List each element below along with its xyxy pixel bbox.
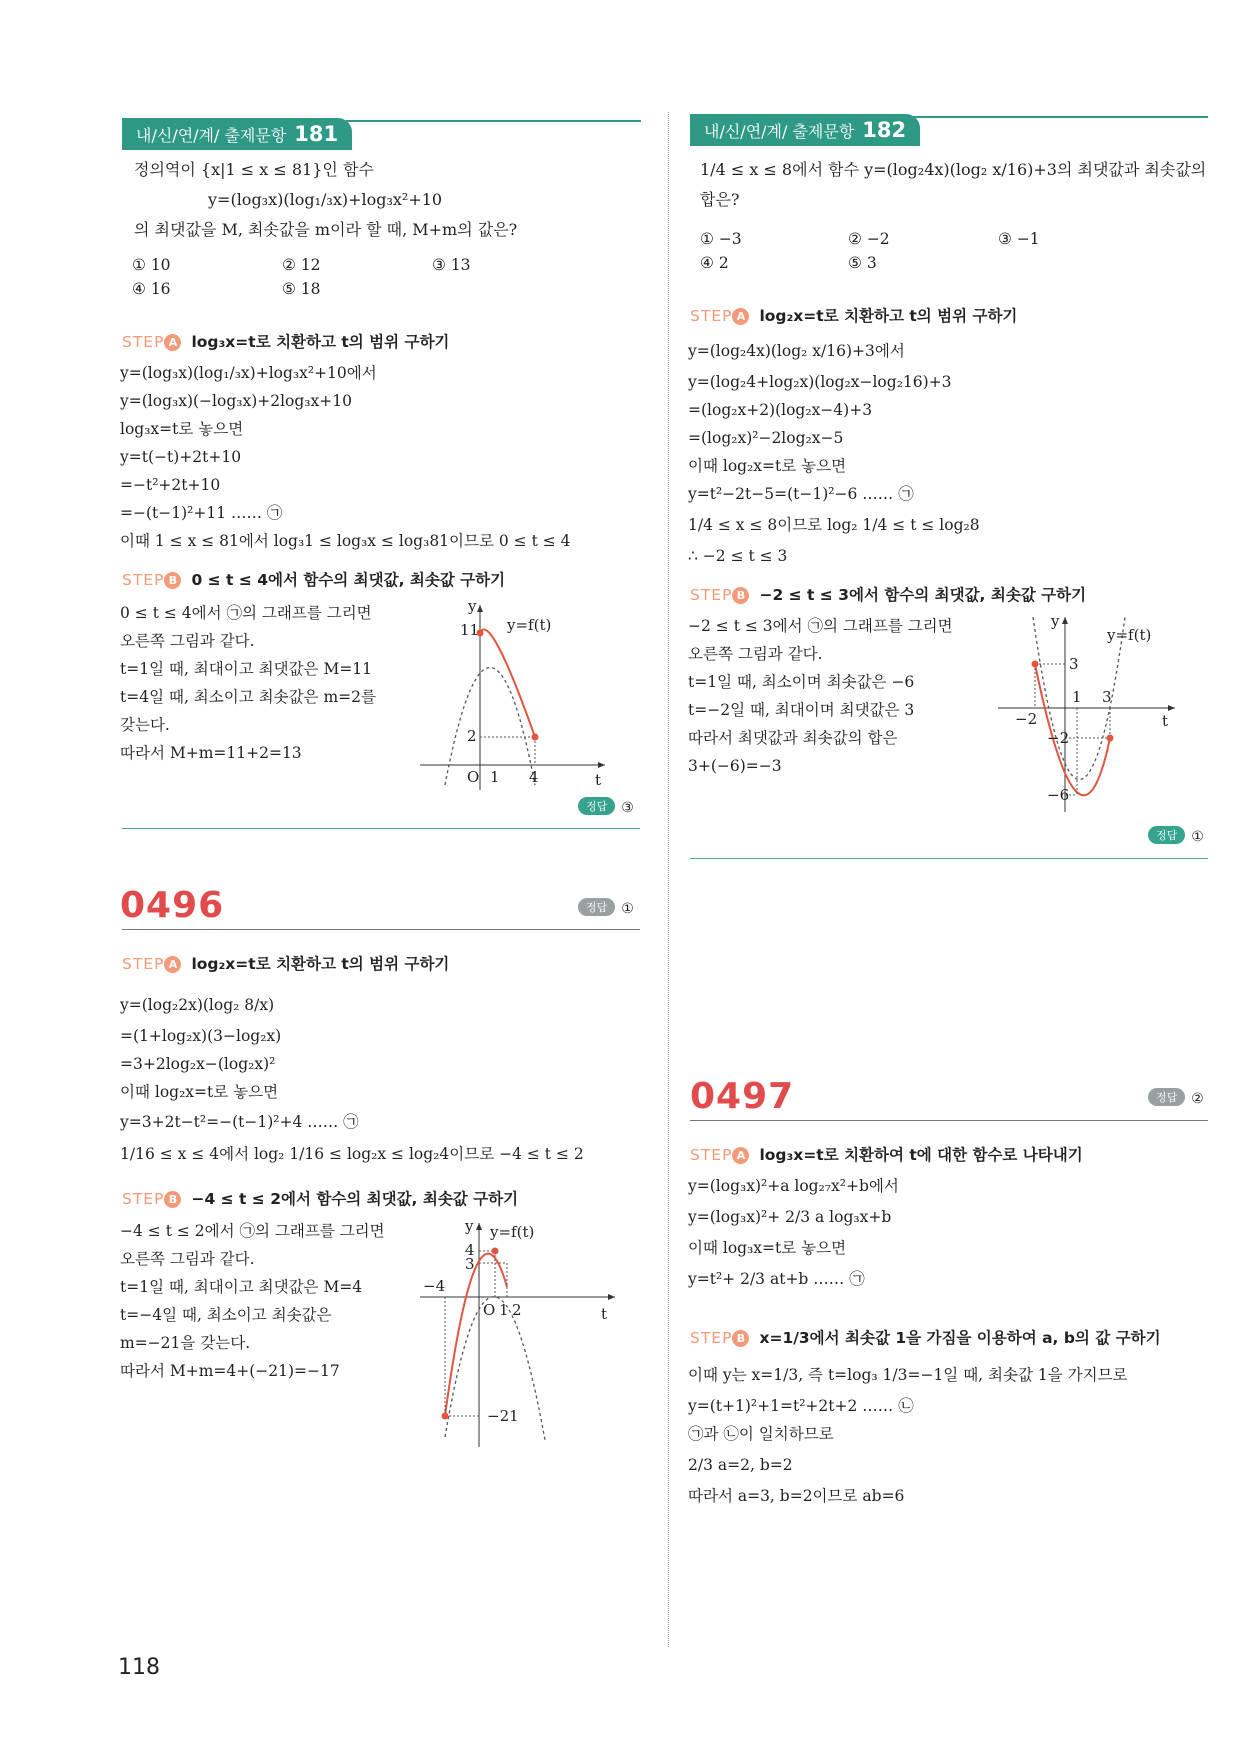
solution-line: −2 ≤ t ≤ 3에서 ㉠의 그래프를 그리면 bbox=[688, 617, 953, 635]
origin-label: O bbox=[483, 1301, 496, 1319]
y-axis-arrow bbox=[477, 605, 483, 612]
solution-line: 1/4 ≤ x ≤ 8이므로 log₂ 1/4 ≤ t ≤ log₂8 bbox=[688, 516, 980, 534]
step-b-heading bbox=[122, 568, 505, 590]
solution-line: t=1일 때, 최소이며 최솟값은 −6 bbox=[688, 673, 915, 691]
step-badge: B bbox=[164, 572, 181, 589]
solution-line: 따라서 M+m=11+2=13 bbox=[120, 744, 302, 762]
solution-line: 따라서 M+m=4+(−21)=−17 bbox=[120, 1362, 340, 1380]
step-a-heading bbox=[690, 1143, 1083, 1165]
solution-line: y=(t+1)²+1=t²+2t+2 …… ㉡ bbox=[688, 1397, 914, 1415]
y-min-label: 2 bbox=[467, 727, 477, 745]
answer-label: 정답 bbox=[1148, 826, 1185, 844]
page-number: 118 bbox=[118, 1655, 160, 1680]
step-a-body bbox=[688, 1172, 899, 1296]
solution-line: =(log₂x)²−2log₂x−5 bbox=[688, 429, 844, 447]
end-point bbox=[1107, 735, 1114, 742]
curve-segment bbox=[480, 629, 535, 737]
solution-line: 오른쪽 그림과 같다. bbox=[688, 645, 823, 663]
solution-line: y=3+2t−t²=−(t−1)²+4 …… ㉠ bbox=[120, 1113, 359, 1131]
t-tick-1: 1 bbox=[1072, 688, 1082, 706]
t-label: t bbox=[601, 1305, 608, 1323]
answer-value: ① bbox=[1191, 829, 1204, 845]
step-label: STEP bbox=[690, 586, 733, 604]
step-a-heading bbox=[122, 330, 449, 352]
solution-line: 이때 y는 x=1/3, 즉 t=log₃ 1/3=−1일 때, 최솟값 1을 가지므로 bbox=[688, 1366, 1128, 1384]
answer-label: 정답 bbox=[578, 797, 615, 815]
section-rule bbox=[690, 858, 1208, 859]
choice-5: ⑤ 3 bbox=[848, 254, 877, 272]
solution-line: 이때 1 ≤ x ≤ 81에서 log₃1 ≤ log₃x ≤ log₃81이므로 0 ≤ t ≤ 4 bbox=[120, 532, 571, 550]
graph-0496 bbox=[415, 1215, 625, 1455]
y-m21-label: −21 bbox=[487, 1407, 519, 1425]
banner-181 bbox=[122, 118, 352, 150]
solution-line: 이때 log₃x=t로 놓으면 bbox=[688, 1239, 847, 1257]
problem-number-0497: 0497 bbox=[690, 1076, 795, 1117]
answer-181 bbox=[578, 797, 634, 816]
solution-line: =(log₂x+2)(log₂x−4)+3 bbox=[688, 401, 873, 419]
step-label: STEP bbox=[690, 1146, 733, 1164]
solution-line: y=(log₃x)²+ 2/3 a log₃x+b bbox=[688, 1208, 892, 1226]
solution-line: 따라서 a=3, b=2이므로 ab=6 bbox=[688, 1487, 905, 1505]
step-label: STEP bbox=[690, 1329, 733, 1347]
graph-182 bbox=[995, 612, 1195, 822]
column-divider bbox=[668, 112, 669, 1647]
step-title: log₃x=t로 치환하여 t에 대한 함수로 나타내기 bbox=[759, 1146, 1083, 1164]
t-tick-2: 2 bbox=[512, 1301, 522, 1319]
func-label: y=f(t) bbox=[507, 616, 552, 634]
t-axis-arrow bbox=[1168, 705, 1175, 711]
step-b-body bbox=[688, 612, 953, 780]
choice-4: ④ 2 bbox=[700, 254, 729, 272]
solution-line: 이때 log₂x=t로 놓으면 bbox=[688, 457, 847, 475]
solution-line: =(1+log₂x)(3−log₂x) bbox=[120, 1027, 282, 1045]
answer-182 bbox=[1148, 826, 1204, 845]
step-b-body bbox=[120, 1217, 385, 1385]
t-label: t bbox=[1162, 712, 1169, 730]
solution-line: 1/16 ≤ x ≤ 4에서 log₂ 1/16 ≤ log₂x ≤ log₂4이므로 −4 ≤ t ≤ 2 bbox=[120, 1145, 584, 1163]
section-rule bbox=[122, 929, 640, 930]
step-title: −2 ≤ t ≤ 3에서 함수의 최댓값, 최솟값 구하기 bbox=[759, 586, 1087, 604]
section-rule bbox=[122, 828, 640, 829]
solution-line: ㉠과 ㉡이 일치하므로 bbox=[688, 1425, 834, 1443]
t-tick-4: 4 bbox=[529, 768, 539, 786]
solution-line: t=−2일 때, 최대이며 최댓값은 3 bbox=[688, 701, 915, 719]
solution-line: t=−4일 때, 최소이고 최솟값은 bbox=[120, 1306, 332, 1324]
problem-number-0496: 0496 bbox=[120, 885, 225, 926]
answer-0496 bbox=[578, 898, 634, 917]
step-badge: B bbox=[732, 1330, 749, 1347]
solution-line: 따라서 최댓값과 최솟값의 합은 bbox=[688, 729, 898, 747]
step-title: log₂x=t로 치환하고 t의 범위 구하기 bbox=[759, 307, 1018, 325]
answer-value: ③ bbox=[621, 800, 634, 816]
solution-line: y=(log₂2x)(log₂ 8/x) bbox=[120, 996, 275, 1014]
solution-line: log₃x=t로 놓으면 bbox=[120, 420, 244, 438]
solution-line: y=(log₂4+log₂x)(log₂x−log₂16)+3 bbox=[688, 373, 952, 391]
solution-line: y=t(−t)+2t+10 bbox=[120, 448, 242, 466]
solution-line: y=t²−2t−5=(t−1)²−6 …… ㉠ bbox=[688, 485, 914, 503]
solution-line: =−(t−1)²+11 …… ㉠ bbox=[120, 504, 283, 522]
step-b-body bbox=[120, 599, 376, 767]
choice-2: ② 12 bbox=[282, 256, 321, 274]
question-181 bbox=[134, 155, 517, 245]
banner-182 bbox=[690, 114, 920, 146]
choices-182 bbox=[700, 230, 1200, 280]
answer-value: ② bbox=[1191, 1091, 1204, 1107]
step-a-body bbox=[688, 334, 980, 570]
step-title: 0 ≤ t ≤ 4에서 함수의 최댓값, 최솟값 구하기 bbox=[191, 571, 506, 589]
choice-1: ① 10 bbox=[132, 256, 171, 274]
solution-line: 오른쪽 그림과 같다. bbox=[120, 1250, 255, 1268]
t-tick-m2: −2 bbox=[1015, 710, 1038, 728]
choice-3: ③ −1 bbox=[998, 230, 1040, 248]
solution-line: y=(log₃x)(log₁/₃x)+log₃x²+10에서 bbox=[120, 364, 377, 382]
step-badge: A bbox=[164, 956, 181, 973]
banner-number: 181 bbox=[294, 122, 339, 146]
choice-1: ① −3 bbox=[700, 230, 742, 248]
t-axis-arrow bbox=[608, 1294, 615, 1300]
step-badge: A bbox=[164, 334, 181, 351]
max-point bbox=[1032, 661, 1039, 668]
t-axis-arrow bbox=[598, 762, 605, 768]
y-m6-label: −6 bbox=[1047, 786, 1070, 804]
step-a-heading bbox=[690, 304, 1017, 326]
banner-number: 182 bbox=[862, 118, 907, 142]
step-a-body bbox=[120, 988, 584, 1170]
solution-line: 오른쪽 그림과 같다. bbox=[120, 632, 255, 650]
y-label: y bbox=[1051, 612, 1060, 630]
step-badge: A bbox=[732, 1147, 749, 1164]
y-3-label: 3 bbox=[465, 1255, 475, 1273]
y-label: y bbox=[465, 1217, 474, 1235]
banner-label: 내/신/연/계/ 출제문항 bbox=[704, 122, 855, 141]
question-line: 합은? bbox=[700, 190, 740, 209]
solution-line: t=1일 때, 최대이고 최댓값은 M=4 bbox=[120, 1278, 363, 1296]
y-axis-arrow bbox=[1062, 617, 1068, 624]
choice-4: ④ 16 bbox=[132, 280, 171, 298]
banner-line bbox=[346, 120, 641, 122]
solution-line: 갖는다. bbox=[120, 716, 170, 734]
t-tick-1: 1 bbox=[490, 768, 500, 786]
y-axis-arrow bbox=[476, 1223, 482, 1230]
step-a-body bbox=[120, 359, 571, 555]
y-3-label: 3 bbox=[1069, 655, 1079, 673]
solution-line: =−t²+2t+10 bbox=[120, 476, 221, 494]
func-label: y=f(t) bbox=[490, 1223, 535, 1241]
y-label: y bbox=[468, 597, 477, 615]
curve-segment bbox=[445, 1254, 507, 1416]
answer-label: 정답 bbox=[1148, 1088, 1185, 1106]
step-label: STEP bbox=[122, 1190, 165, 1208]
t-tick-1: 1 bbox=[499, 1301, 509, 1319]
solution-line: y=(log₃x)(−log₃x)+2log₃x+10 bbox=[120, 392, 352, 410]
solution-line: 2/3 a=2, b=2 bbox=[688, 1456, 793, 1474]
solution-line: y=t²+ 2/3 at+b …… ㉠ bbox=[688, 1270, 865, 1288]
y-max-label: 11 bbox=[460, 621, 480, 639]
question-line: 정의역이 {x|1 ≤ x ≤ 81}인 함수 bbox=[134, 160, 374, 179]
y-m2-label: −2 bbox=[1047, 729, 1070, 747]
solution-line: −4 ≤ t ≤ 2에서 ㉠의 그래프를 그리면 bbox=[120, 1222, 385, 1240]
step-label: STEP bbox=[122, 955, 165, 973]
solution-line: m=−21을 갖는다. bbox=[120, 1334, 251, 1352]
section-rule bbox=[690, 1120, 1208, 1121]
solution-line: ∴ −2 ≤ t ≤ 3 bbox=[688, 547, 788, 565]
func-label: y=f(t) bbox=[1107, 626, 1152, 644]
answer-value: ① bbox=[621, 901, 634, 917]
step-label: STEP bbox=[690, 307, 733, 325]
min-point bbox=[442, 1413, 449, 1420]
choices-181 bbox=[132, 256, 592, 306]
solution-line: 3+(−6)=−3 bbox=[688, 757, 782, 775]
question-line: y=(log₃x)(log₁/₃x)+log₃x²+10 bbox=[208, 190, 443, 209]
choice-2: ② −2 bbox=[848, 230, 890, 248]
solution-line: t=4일 때, 최소이고 최솟값은 m=2를 bbox=[120, 688, 376, 706]
solution-line: y=(log₂4x)(log₂ x/16)+3에서 bbox=[688, 342, 905, 360]
question-line: 1/4 ≤ x ≤ 8에서 함수 y=(log₂4x)(log₂ x/16)+3의 최댓값과 최솟값의 bbox=[700, 160, 1207, 179]
choice-3: ③ 13 bbox=[432, 256, 471, 274]
solution-line: =3+2log₂x−(log₂x)² bbox=[120, 1055, 276, 1073]
y-4-label: 4 bbox=[465, 1241, 475, 1259]
t-label: t bbox=[595, 771, 602, 789]
graph-181 bbox=[415, 595, 615, 795]
solution-line: y=(log₃x)²+a log₂₇x²+b에서 bbox=[688, 1177, 899, 1195]
step-b-body bbox=[688, 1358, 1128, 1510]
step-title: −4 ≤ t ≤ 2에서 함수의 최댓값, 최솟값 구하기 bbox=[191, 1190, 519, 1208]
step-badge: B bbox=[732, 587, 749, 604]
step-title: x=1/3에서 최솟값 1을 가짐을 이용하여 a, b의 값 구하기 bbox=[759, 1329, 1161, 1347]
step-badge: B bbox=[164, 1191, 181, 1208]
answer-label: 정답 bbox=[578, 898, 615, 916]
solution-line: 0 ≤ t ≤ 4에서 ㉠의 그래프를 그리면 bbox=[120, 604, 372, 622]
origin-label: O bbox=[467, 768, 480, 786]
min-point bbox=[532, 734, 539, 741]
max-point bbox=[492, 1248, 499, 1255]
t-tick-3: 3 bbox=[1102, 688, 1112, 706]
t-tick-m4: −4 bbox=[423, 1277, 446, 1295]
step-label: STEP bbox=[122, 571, 165, 589]
step-label: STEP bbox=[122, 333, 165, 351]
step-badge: A bbox=[732, 308, 749, 325]
step-b-heading bbox=[122, 1187, 518, 1209]
step-title: log₂x=t로 치환하고 t의 범위 구하기 bbox=[191, 955, 450, 973]
step-a-heading bbox=[122, 952, 449, 974]
choice-5: ⑤ 18 bbox=[282, 280, 321, 298]
step-title: log₃x=t로 치환하고 t의 범위 구하기 bbox=[191, 333, 450, 351]
solution-line: 이때 log₂x=t로 놓으면 bbox=[120, 1083, 279, 1101]
answer-0497 bbox=[1148, 1088, 1204, 1107]
solution-line: t=1일 때, 최대이고 최댓값은 M=11 bbox=[120, 660, 373, 678]
banner-label: 내/신/연/계/ 출제문항 bbox=[136, 126, 287, 145]
step-b-heading bbox=[690, 1326, 1161, 1348]
question-182 bbox=[700, 155, 1206, 215]
step-b-heading bbox=[690, 583, 1086, 605]
banner-line bbox=[912, 116, 1208, 118]
question-line: 의 최댓값을 M, 최솟값을 m이라 할 때, M+m의 값은? bbox=[134, 220, 518, 239]
